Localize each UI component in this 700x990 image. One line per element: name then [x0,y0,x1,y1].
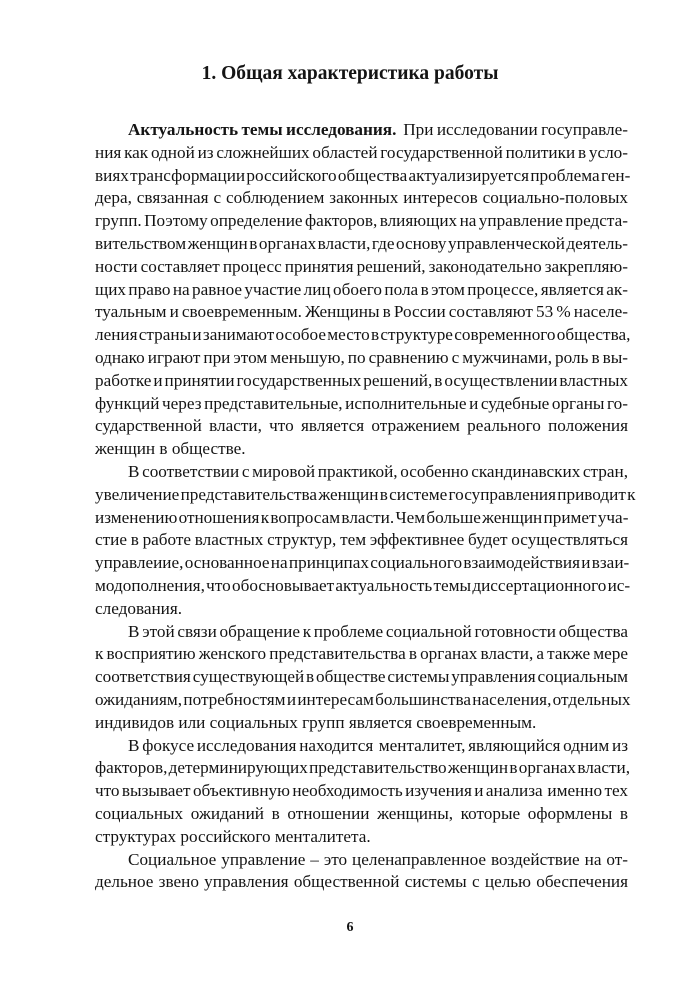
text-line: сударственной власти, что является отражением реального положения [95,416,628,436]
text-line: ности составляет процесс принятия решений, законодательно закрепляю- [95,256,628,276]
text-line: ления страны и занимают особое место в структуре современного общества, [95,325,631,345]
paragraph [95,849,628,895]
text-line: вительством женщин в органах власти, где основу управленческой деятель- [95,233,628,253]
text-line: щих право на равное участие лиц обоего пола в этом процессе, является ак- [95,279,628,299]
text-line: управлеиие, основанное на принципах социального взаимодействия и взаи- [95,553,630,573]
text-line: работке и принятии государственных решений, в осуществлении властных [95,370,628,390]
text-line: модополнения, что обосновывает актуальность темы диссертационного ис- [95,575,631,595]
text-line [95,119,628,142]
text-line: Социальное управление – это целенаправленное воздействие на от- [128,849,628,869]
section-heading: 1. Общая характеристика работы [201,63,499,84]
text-line: индивидов или социальных групп является своевременным. [95,712,537,732]
paragraph [95,735,631,849]
text-line: В фокусе исследования находится менталитет, являющийся одним из [128,735,628,755]
text-line: факторов, детерминирующих представительство женщин в органах власти, [95,758,631,778]
text-line: увеличение представительства женщин в системе госуправления приводит к [95,484,636,504]
text-line: соответствия существующей в обществе системы управления социальным [95,667,628,687]
text-line: структурах российского менталитета. [95,826,371,846]
text-line: В этой связи обращение к проблеме социальной готовности общества [128,621,628,641]
paragraph-lead: Актуальность темы исследования. [128,120,397,139]
text-line: ожиданиям, потребностям и интересам большинства населения, отдельных [95,689,631,709]
paragraph [95,461,636,621]
paragraph [95,621,631,735]
text-line: виях трансформации российского общества актуализируется проблема ген- [95,165,631,185]
text-line: дельное звено управления общественной системы с целью обеспечения [95,872,628,892]
text-line: следования. [95,598,183,618]
text-line: дера, связанная с соблюдением законных интересов социально-половых [95,188,628,208]
text-line: туальным и своевременным. Женщины в России составляют 53 % населе- [95,302,628,322]
body-text [95,119,636,894]
text-line: социальных ожиданий в отношении женщины, которые оформлены в [95,803,628,823]
text-line: функций через представительные, исполнительные и судебные органы го- [95,393,628,413]
text-line: стие в работе властных структур, тем эффективнее будет осуществляться [95,530,628,550]
text-line: изменению отношения к вопросам власти. Чем больше женщин примет уча- [95,507,629,527]
text-line: женщин в обществе. [95,439,246,459]
text-line: что вызывает объективную необходимость изучения и анализа именно тех [95,781,628,801]
text-line: В соответствии с мировой практикой, особенно скандинавских стран, [128,461,628,481]
page-number: 6 [346,920,354,935]
text-line-rest: При исследовании госуправле- [396,120,628,139]
text-line: ния как одной из сложнейших областей государственной политики в усло- [95,142,628,162]
paragraph [95,119,631,461]
text-line: к восприятию женского представительства в органах власти, а также мере [95,644,628,664]
text-line: групп. Поэтому определение факторов, влияющих на управление предста- [95,211,628,231]
text-line: однако играют при этом меньшую, по сравнению с мужчинами, роль в вы- [95,347,628,367]
